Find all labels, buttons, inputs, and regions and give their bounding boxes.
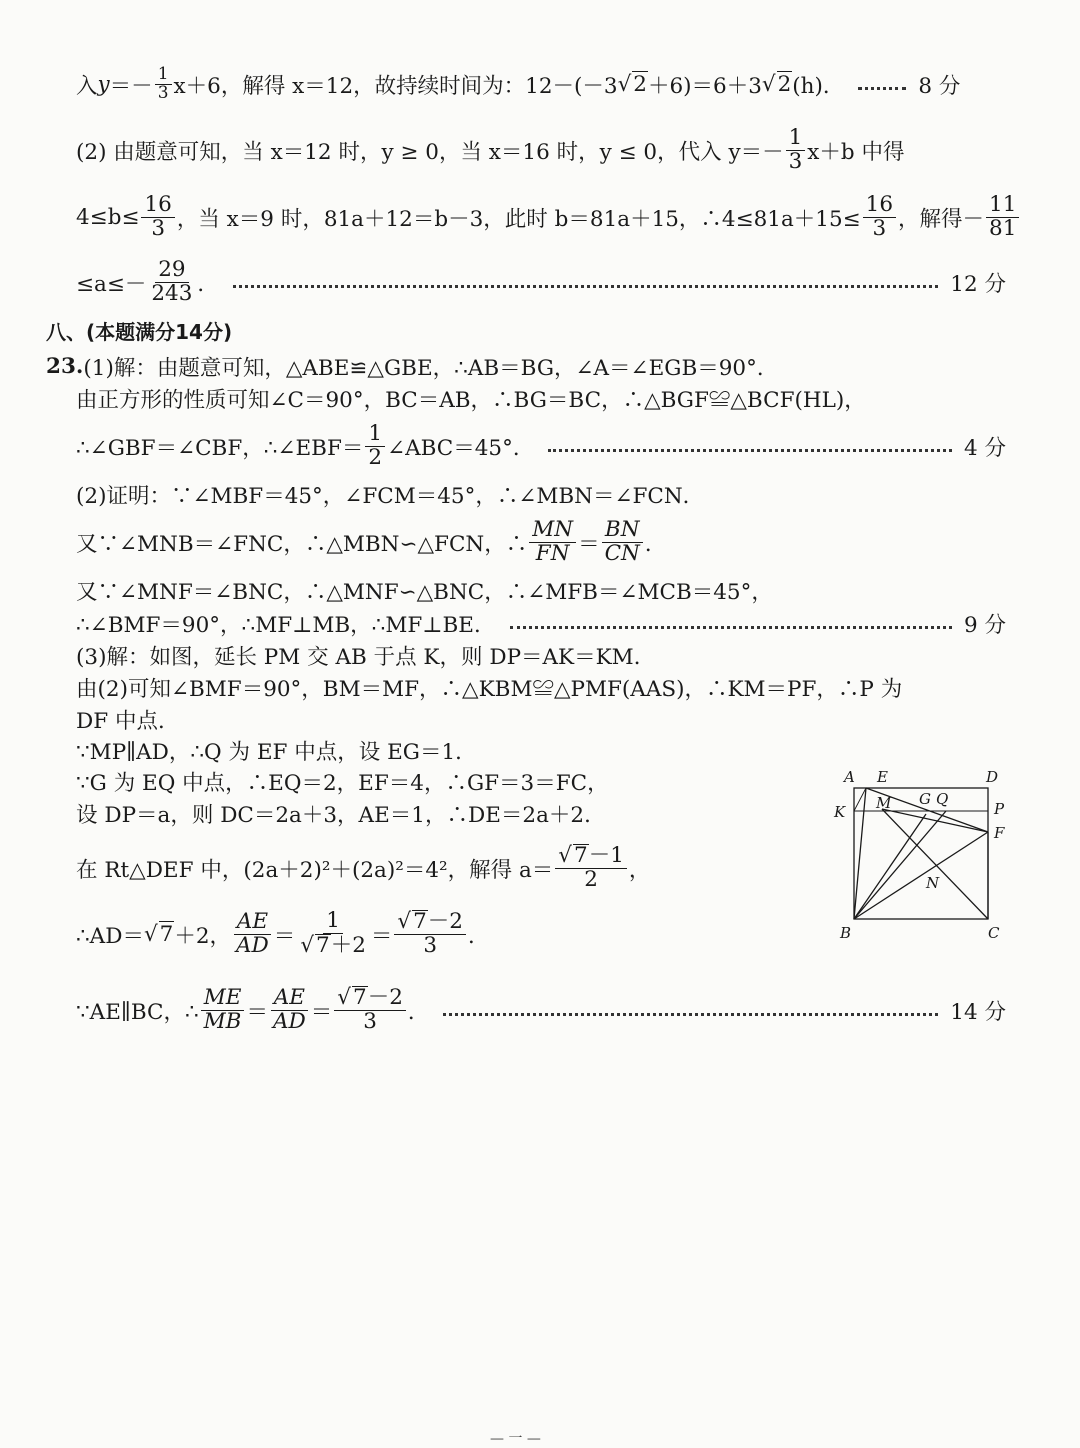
label-D: D <box>986 768 999 786</box>
line-q23-3: ∴∠GBF＝∠CBF，∴∠EBF＝ 1 2 ∠ABC＝45°． 4 分 <box>76 420 1006 470</box>
sqrt-2: 2 <box>633 72 647 97</box>
fraction-1-2: 1 2 <box>365 423 385 469</box>
leader-dots <box>233 285 938 288</box>
line-part2-1: (2) 由题意可知，当 x＝12 时，y ≥ 0，当 x＝16 时，y ≤ 0，代入 y＝－ 1 3 x＋b 中得 <box>76 124 905 174</box>
line-q23-p3-1: (3)解：如图，延长 PM 交 AB 于点 K，则 DP＝AK＝KM． <box>76 644 656 670</box>
line-q23-1: 23. (1)解：由题意可知，△ABE≌△GBE，∴AB＝BG，∠A＝∠EGB＝90°． <box>46 353 779 381</box>
line-q23-p3-7: 在 Rt△DEF 中，(2a＋2)²＋(2a)²＝4²，解得 a＝ √7－1 2 ， <box>76 843 651 892</box>
score-14: 14 分 <box>950 999 1006 1025</box>
segment-bf <box>854 832 988 919</box>
fraction-mn-fn: MN FN <box>529 519 576 565</box>
fraction-29-243: 29 243 <box>151 256 193 306</box>
line-q23-p2-1: (2)证明：∵∠MBF＝45°，∠FCM＝45°，∴∠MBN＝∠FCN． <box>76 483 705 509</box>
geometry-figure <box>830 764 1020 944</box>
fraction-1-sqrt: 1 √7＋2 <box>300 908 366 958</box>
label-E: E <box>877 768 888 786</box>
question-number: 23. <box>46 353 84 379</box>
fraction-1-3: 1 3 <box>786 127 806 173</box>
page-footer-mark: — 一 — <box>490 1431 541 1447</box>
line-q23-p3-6: 设 DP＝a，则 DC＝2a＋3，AE＝1，∴DE＝2a＋2． <box>76 802 606 828</box>
leader-dots <box>858 87 906 90</box>
line-q23-p3-8: ∴AD＝ √7 ＋2， AE AD ＝ 1 √7＋2 ＝ √7－2 3 ． <box>76 908 490 958</box>
line-q23-p3-5: ∵G 为 EQ 中点，∴EQ＝2，EF＝4，∴GF＝3＝FC， <box>76 770 609 796</box>
line-q23-2: 由正方形的性质可知∠C＝90°，BC＝AB，∴BG＝BC，∴△BGF≌△BCF(HL)， <box>76 387 866 413</box>
fraction-11-81: 11 81 <box>986 194 1019 240</box>
score-4: 4 分 <box>963 435 1006 461</box>
fraction-ae-ad: AE AD <box>270 987 309 1033</box>
line-q23-p3-3: DF 中点． <box>76 708 180 734</box>
line-q23-p2-3: 又∵∠MNF＝∠BNC，∴△MNF∽△BNC，∴∠MFB＝∠MCB＝45°， <box>76 579 773 605</box>
label-M: M <box>876 794 892 812</box>
leader-dots <box>548 449 952 452</box>
fraction-result: √7－2 3 <box>394 910 466 957</box>
segment-mc <box>882 809 988 919</box>
fraction-16-3: $\frac{16}{3}$ <box>141 194 174 240</box>
label-B: B <box>840 924 852 942</box>
label-Q: Q <box>936 790 949 808</box>
line-q23-p3-9: ∵AE∥BC，∴ ME MB ＝ AE AD ＝ √7－2 3 ． 14 分 <box>76 984 1006 1034</box>
fraction-16-3: $\frac{16}{3}$ <box>863 194 896 240</box>
line-q23-p3-2: 由(2)可知∠BMF＝90°，BM＝MF，∴△KBM≌△PMF(AAS)，∴KM＝PF，∴P 为 <box>76 676 903 702</box>
score-9: 9 分 <box>963 612 1006 638</box>
line-part1-tail: 入 y ＝－ 1 3 x＋6，解得 x＝12，故持续时间为：12－(－3 √2 ＋6)＝6＋3 √2 (h)． 8 分 <box>76 63 961 103</box>
section-heading: 八、(本题满分14分) <box>46 319 233 344</box>
label-G: G <box>919 790 931 808</box>
fraction-1-3: 1 3 <box>155 66 172 103</box>
line-q23-p2-2: 又∵∠MNB＝∠FNC，∴△MBN∽△FCN，∴ MN FN ＝ BN CN ． <box>76 516 667 566</box>
fraction-a: √7－1 2 <box>555 844 627 891</box>
label-K: K <box>834 803 846 821</box>
label-F: F <box>994 824 1005 842</box>
line-part2-3: ≤a≤－ 29 243 ． 12 分 <box>76 256 1006 306</box>
leader-dots <box>510 626 952 629</box>
label-A: A <box>844 768 855 786</box>
segment-bg <box>854 814 926 919</box>
fraction-result: √7－2 3 <box>334 986 406 1033</box>
leader-dots <box>443 1013 938 1016</box>
score-8: 8 分 <box>918 73 961 99</box>
fraction-ae-ad: AE AD <box>233 911 272 957</box>
label-C: C <box>988 924 1000 942</box>
line-q23-p3-4: ∵MP∥AD，∴Q 为 EF 中点，设 EG＝1． <box>76 739 477 765</box>
line-part2-2: 4≤b≤ $\frac{16}{3}$ ，当 x＝9 时，81a＋12＝b－3，此时 b＝81a＋15，∴4≤81a＋15≤ $\frac{16}{3}$ ，解得－ 11 81 <box>76 195 1006 239</box>
fraction-bn-cn: BN CN <box>602 519 643 565</box>
line-q23-p2-4: ∴∠BMF＝90°，∴MF⊥MB，∴MF⊥BE． 9 分 <box>76 601 1006 645</box>
label-P: P <box>994 800 1005 818</box>
score-12: 12 分 <box>950 271 1006 297</box>
label-N: N <box>926 874 940 892</box>
fraction-me-mb: ME MB <box>201 987 245 1033</box>
